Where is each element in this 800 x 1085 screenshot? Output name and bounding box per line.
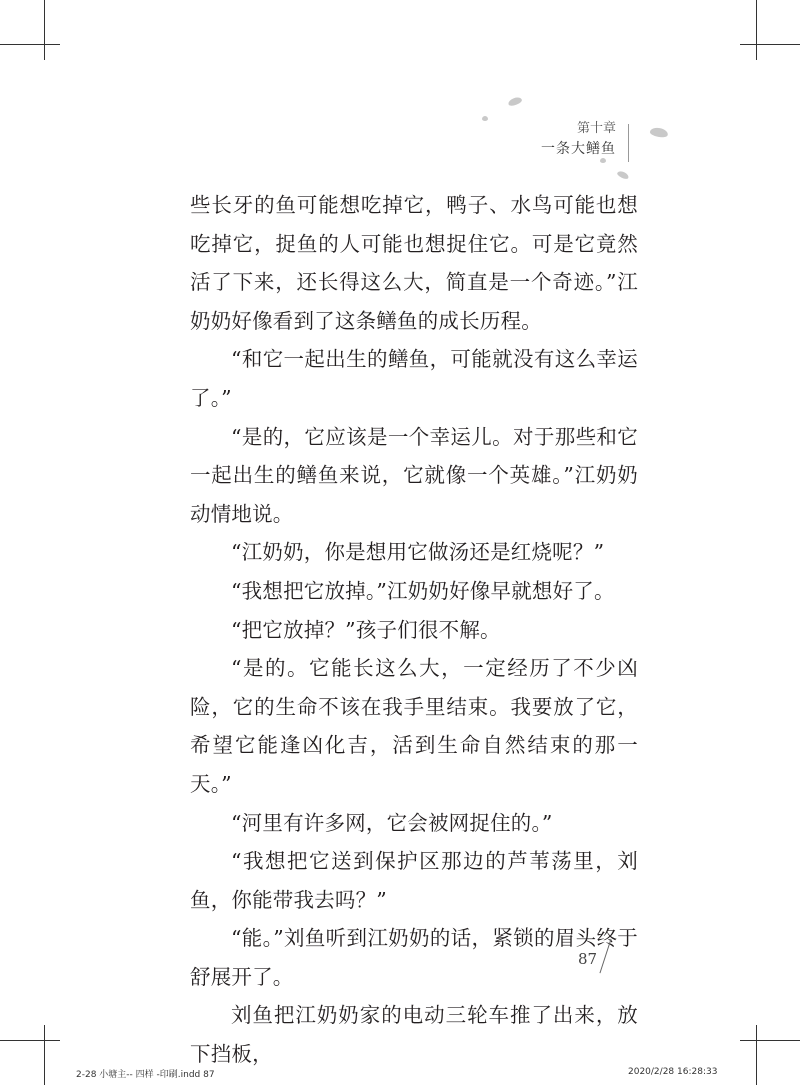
crop-mark-top-left-v bbox=[44, 0, 45, 60]
paragraph: “河里有许多网，它会被网捉住的。” bbox=[231, 810, 553, 835]
paragraph: “是的。它能长这么大，一定经历了不少凶险，它的生命不该在我手里结束。我要放了它，希望它能逢凶化吉，活到生命自然结束的那一天。” bbox=[190, 656, 638, 796]
chapter-rule bbox=[628, 124, 629, 162]
print-slug-timestamp: 2020/2/28 16:28:33 bbox=[628, 1067, 718, 1077]
chapter-header bbox=[541, 120, 616, 160]
paragraph: “和它一起出生的鳝鱼，可能就没有这么幸运了。” bbox=[190, 347, 638, 410]
petal-decoration-2 bbox=[482, 116, 488, 121]
paragraph: 刘鱼把江奶奶家的电动三轮车推了出来，放下挡板， bbox=[190, 1003, 638, 1067]
crop-mark-bottom-right-v bbox=[756, 1025, 757, 1085]
chapter-number: 第十章 bbox=[576, 121, 616, 136]
petal-decoration-3 bbox=[649, 127, 668, 139]
crop-mark-top-right-v bbox=[756, 0, 757, 60]
body-text bbox=[190, 186, 638, 1074]
crop-mark-bottom-right-h bbox=[740, 1040, 800, 1041]
crop-mark-bottom-left-v bbox=[44, 1025, 45, 1085]
chapter-title: 一条大鳝鱼 bbox=[541, 141, 616, 157]
crop-mark-top-left-h bbox=[0, 44, 60, 45]
crop-mark-bottom-left-h bbox=[0, 1040, 60, 1041]
page-number: 87 bbox=[578, 950, 598, 968]
paragraph: “江奶奶，你是想用它做汤还是红烧呢？” bbox=[231, 540, 605, 565]
crop-mark-top-right-h bbox=[740, 44, 800, 45]
paragraph: “我想把它送到保护区那边的芦苇荡里，刘鱼，你能带我去吗？” bbox=[190, 849, 638, 912]
paragraph: “能。”刘鱼听到江奶奶的话，紧锁的眉头终于舒展开了。 bbox=[190, 926, 638, 989]
petal-decoration-1 bbox=[507, 96, 523, 107]
paragraph: “我想把它放掉。”江奶奶好像早就想好了。 bbox=[231, 578, 615, 603]
print-slug-file: 2-28 小塘主-- 四样 -印刷.indd 87 bbox=[76, 1070, 215, 1080]
paragraph: 些长牙的鱼可能想吃掉它，鸭子、水鸟可能也想吃掉它，捉鱼的人可能也想捉住它。可是它竟然活了下来，还长得这么大，简直是一个奇迹。”江奶奶好像看到了这条鳝鱼的成长历程。 bbox=[190, 193, 638, 333]
petal-decoration-4 bbox=[616, 170, 629, 181]
paragraph: “是的，它应该是一个幸运儿。对于那些和它一起出生的鳝鱼来说，它就像一个英雄。”江奶奶动情地说。 bbox=[190, 424, 638, 526]
paragraph: “把它放掉？”孩子们很不解。 bbox=[231, 617, 501, 642]
